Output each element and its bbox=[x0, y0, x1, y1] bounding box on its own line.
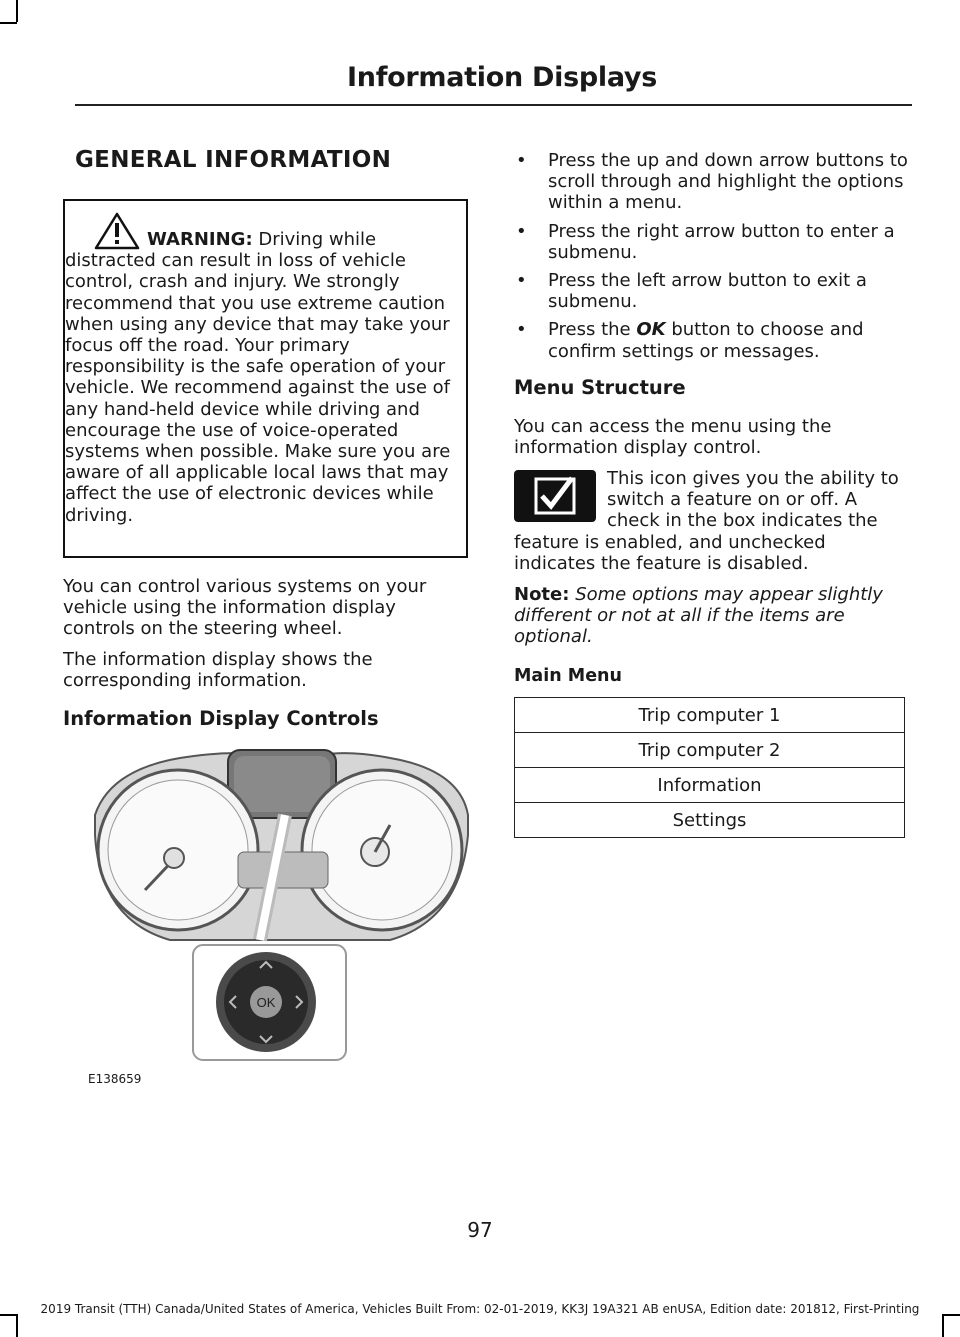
bullet-list bbox=[514, 150, 910, 369]
paragraph: The information display shows the corresponding information. bbox=[63, 649, 373, 692]
main-menu-table bbox=[514, 697, 905, 838]
paragraph: You can access the menu using the information display control. bbox=[514, 416, 832, 459]
section-title: GENERAL INFORMATION bbox=[75, 147, 392, 173]
table-cell: Trip computer 2 bbox=[515, 733, 905, 768]
warning-triangle-icon bbox=[94, 211, 140, 251]
figure-id: E138659 bbox=[88, 1072, 142, 1086]
crop-mark bbox=[0, 22, 17, 24]
table-cell: Settings bbox=[515, 803, 905, 838]
table-row bbox=[515, 803, 905, 838]
checkbox-icon bbox=[514, 470, 596, 522]
table-row bbox=[515, 698, 905, 733]
subheading: Information Display Controls bbox=[63, 707, 379, 730]
table-row bbox=[515, 733, 905, 768]
crop-mark bbox=[16, 0, 18, 22]
paragraph: This icon gives you the ability to switch a feature on or off. A check in the box indicates the bbox=[607, 468, 899, 532]
paragraph: feature is enabled, and unchecked indicates the feature is disabled. bbox=[514, 532, 826, 575]
header-divider bbox=[75, 104, 912, 106]
warning-box bbox=[63, 199, 468, 558]
crop-mark bbox=[16, 1314, 18, 1337]
list-item: • Press the right arrow button to enter a submenu. bbox=[516, 220, 895, 263]
warning-label: WARNING: bbox=[147, 229, 253, 250]
list-item: • Press the left arrow button to exit a submenu. bbox=[516, 270, 867, 313]
note-paragraph bbox=[514, 584, 904, 648]
page-header-title: Information Displays bbox=[347, 62, 657, 93]
menu-structure-title: Menu Structure bbox=[514, 376, 686, 399]
crop-mark bbox=[942, 1314, 944, 1337]
warning-text: Driving while distracted can result in loss of vehicle control, crash and injury. We strongly recommend that you use extreme caution when using any device that may take your focus off the road. Your primary responsibility is the safe operation of your vehicle. We recommend against the use of any hand-held device while driving and encourage the use of voice-operated systems when possible. Make sure you are aware of all applicable local laws that may affect the use of electronic devices while driving. bbox=[65, 229, 451, 526]
table-cell: Information bbox=[515, 768, 905, 803]
ok-button-label: OK bbox=[256, 995, 276, 1010]
list-item: • Press the up and down arrow buttons to scroll through and highlight the options within a menu. bbox=[516, 150, 908, 214]
table-row bbox=[515, 768, 905, 803]
paragraph: You can control various systems on your vehicle using the information display controls on the steering wheel. bbox=[63, 576, 427, 640]
footer-text: 2019 Transit (TTH) Canada/United States of America, Vehicles Built From: 02-01-2019, KK3J 19A321 AB enUSA, Edition date: 201812, First-Printing bbox=[40, 1302, 920, 1316]
instrument-cluster-illustration bbox=[90, 740, 472, 1070]
list-item: • Press the OK button to choose and confirm settings or messages. bbox=[516, 319, 864, 362]
note-text: Some options may appear slightly different or not at all if the items are optional. bbox=[514, 584, 883, 648]
main-menu-title: Main Menu bbox=[514, 666, 622, 686]
page-number: 97 bbox=[467, 1218, 493, 1242]
note-label: Note: bbox=[514, 584, 570, 605]
table-cell: Trip computer 1 bbox=[515, 698, 905, 733]
